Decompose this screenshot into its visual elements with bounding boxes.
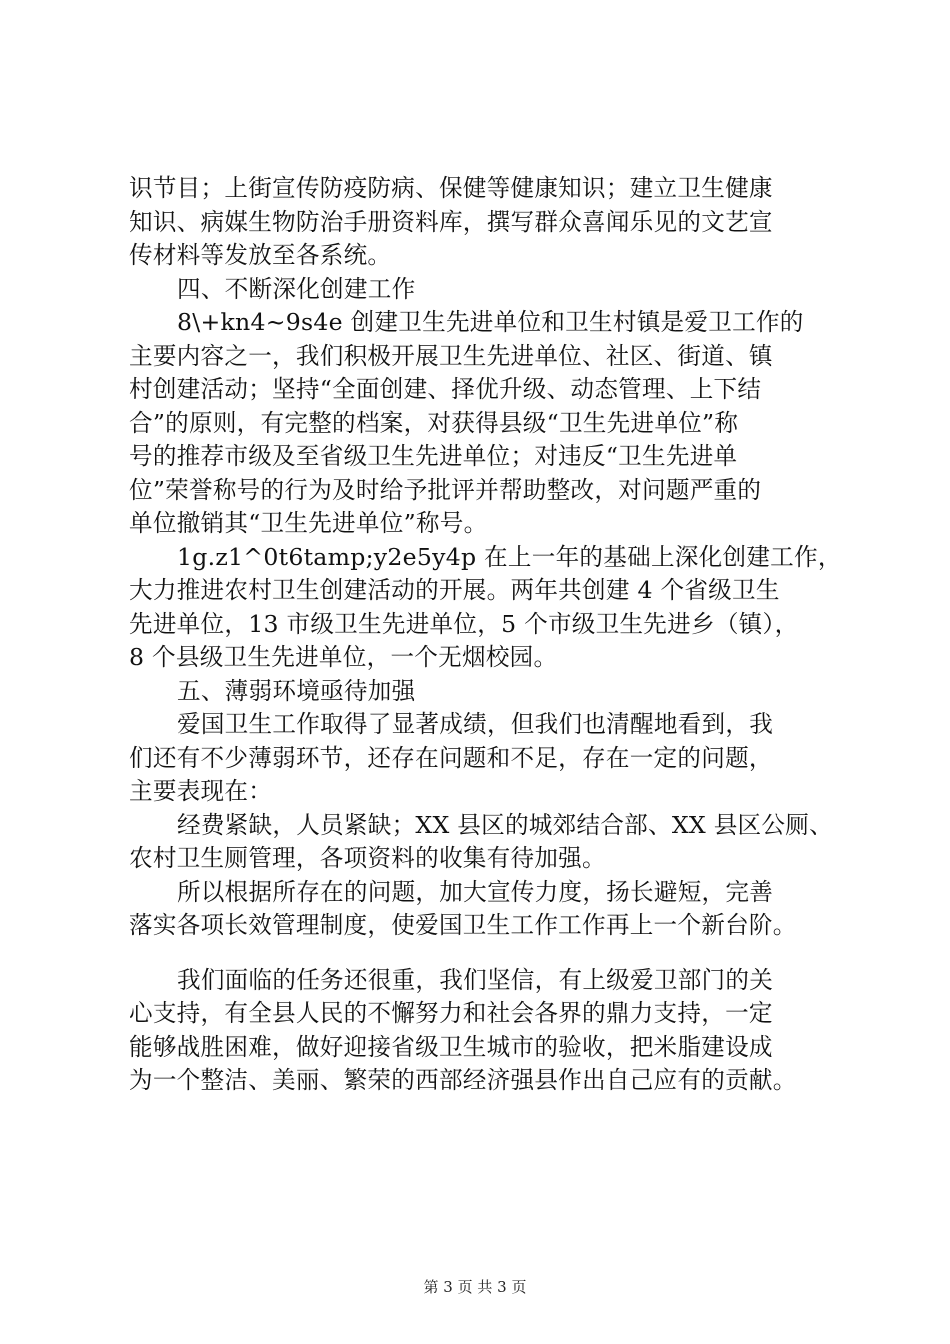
- text-line: 落实各项长效管理制度，使爱国卫生工作工作再上一个新台阶。: [129, 911, 797, 939]
- text-line: 8 个县级卫生先进单位，一个无烟校园。: [129, 643, 558, 671]
- paragraph-results: [129, 541, 849, 675]
- text-line: 先进单位，13 市级卫生先进单位，5 个市级卫生先进乡（镇），: [129, 609, 799, 638]
- text-line: 单位撤销其“卫生先进单位”称号。: [129, 509, 488, 537]
- text-line: 心支持，有全县人民的不懈努力和社会各界的鼎力支持，一定: [129, 999, 773, 1027]
- text-line: 号的推荐市级及至省级卫生先进单位；对违反“卫生先进单: [129, 442, 738, 470]
- paragraph-shortages: [129, 809, 849, 876]
- text-line: 爱国卫生工作取得了显著成绩，但我们也清醒地看到，我: [177, 710, 774, 738]
- paragraph-weaknesses: [129, 708, 849, 809]
- text-line: 8\+kn4~9s4e 创建卫生先进单位和卫生村镇是爱卫工作的: [177, 308, 804, 336]
- text-line: 为一个整洁、美丽、繁荣的西部经济强县作出自己应有的贡献。: [129, 1066, 797, 1094]
- document-body: [129, 172, 849, 1098]
- paragraph-conclusion: [129, 964, 849, 1098]
- paragraph-measures: [129, 876, 849, 943]
- text-line: 1g.z1^0t6tamp;y2e5y4p 在上一年的基础上深化创建工作，: [177, 542, 842, 571]
- text-line: 村创建活动；坚持“全面创建、择优升级、动态管理、上下结: [129, 375, 762, 403]
- paragraph-continuation: [129, 172, 849, 273]
- section-heading-5: [129, 675, 849, 709]
- text-line: 知识、病媒生物防治手册资料库，撰写群众喜闻乐见的文艺宣: [129, 207, 773, 236]
- heading-text: 五、薄弱环境亟待加强: [177, 676, 416, 705]
- heading-text: 四、不断深化创建工作: [177, 274, 416, 303]
- text-line: 大力推进农村卫生创建活动的开展。两年共创建 4 个省级卫生: [129, 576, 780, 604]
- text-line: 所以根据所存在的问题，加大宣传力度，扬长避短，完善: [177, 877, 774, 906]
- text-line: 我们面临的任务还很重，我们坚信，有上级爱卫部门的关: [177, 965, 774, 994]
- text-line: 主要表现在：: [129, 777, 273, 805]
- text-line: 经费紧缺，人员紧缺；XX 县区的城郊结合部、XX 县区公厕、: [177, 810, 833, 839]
- page-number-footer: 第 3 页 共 3 页: [423, 1278, 527, 1296]
- text-line: 识节目；上街宣传防疫防病、保健等健康知识；建立卫生健康: [129, 174, 773, 202]
- text-line: 位”荣誉称号的行为及时给予批评并帮助整改，对问题严重的: [129, 475, 762, 504]
- text-line: 农村卫生厕管理，各项资料的收集有待加强。: [129, 844, 606, 872]
- paragraph-gap: [129, 943, 849, 964]
- text-line: 传材料等发放至各系统。: [129, 241, 392, 269]
- text-line: 们还有不少薄弱环节，还存在问题和不足，存在一定的问题，: [129, 743, 773, 772]
- text-line: 能够战胜困难，做好迎接省级卫生城市的验收，把米脂建设成: [129, 1032, 773, 1061]
- section-heading-4: [129, 273, 849, 307]
- text-line: 主要内容之一，我们积极开展卫生先进单位、社区、街道、镇: [129, 341, 773, 370]
- text-line: 合”的原则，有完整的档案，对获得县级“卫生先进单位”称: [129, 408, 739, 437]
- paragraph-creation-work: [129, 306, 849, 541]
